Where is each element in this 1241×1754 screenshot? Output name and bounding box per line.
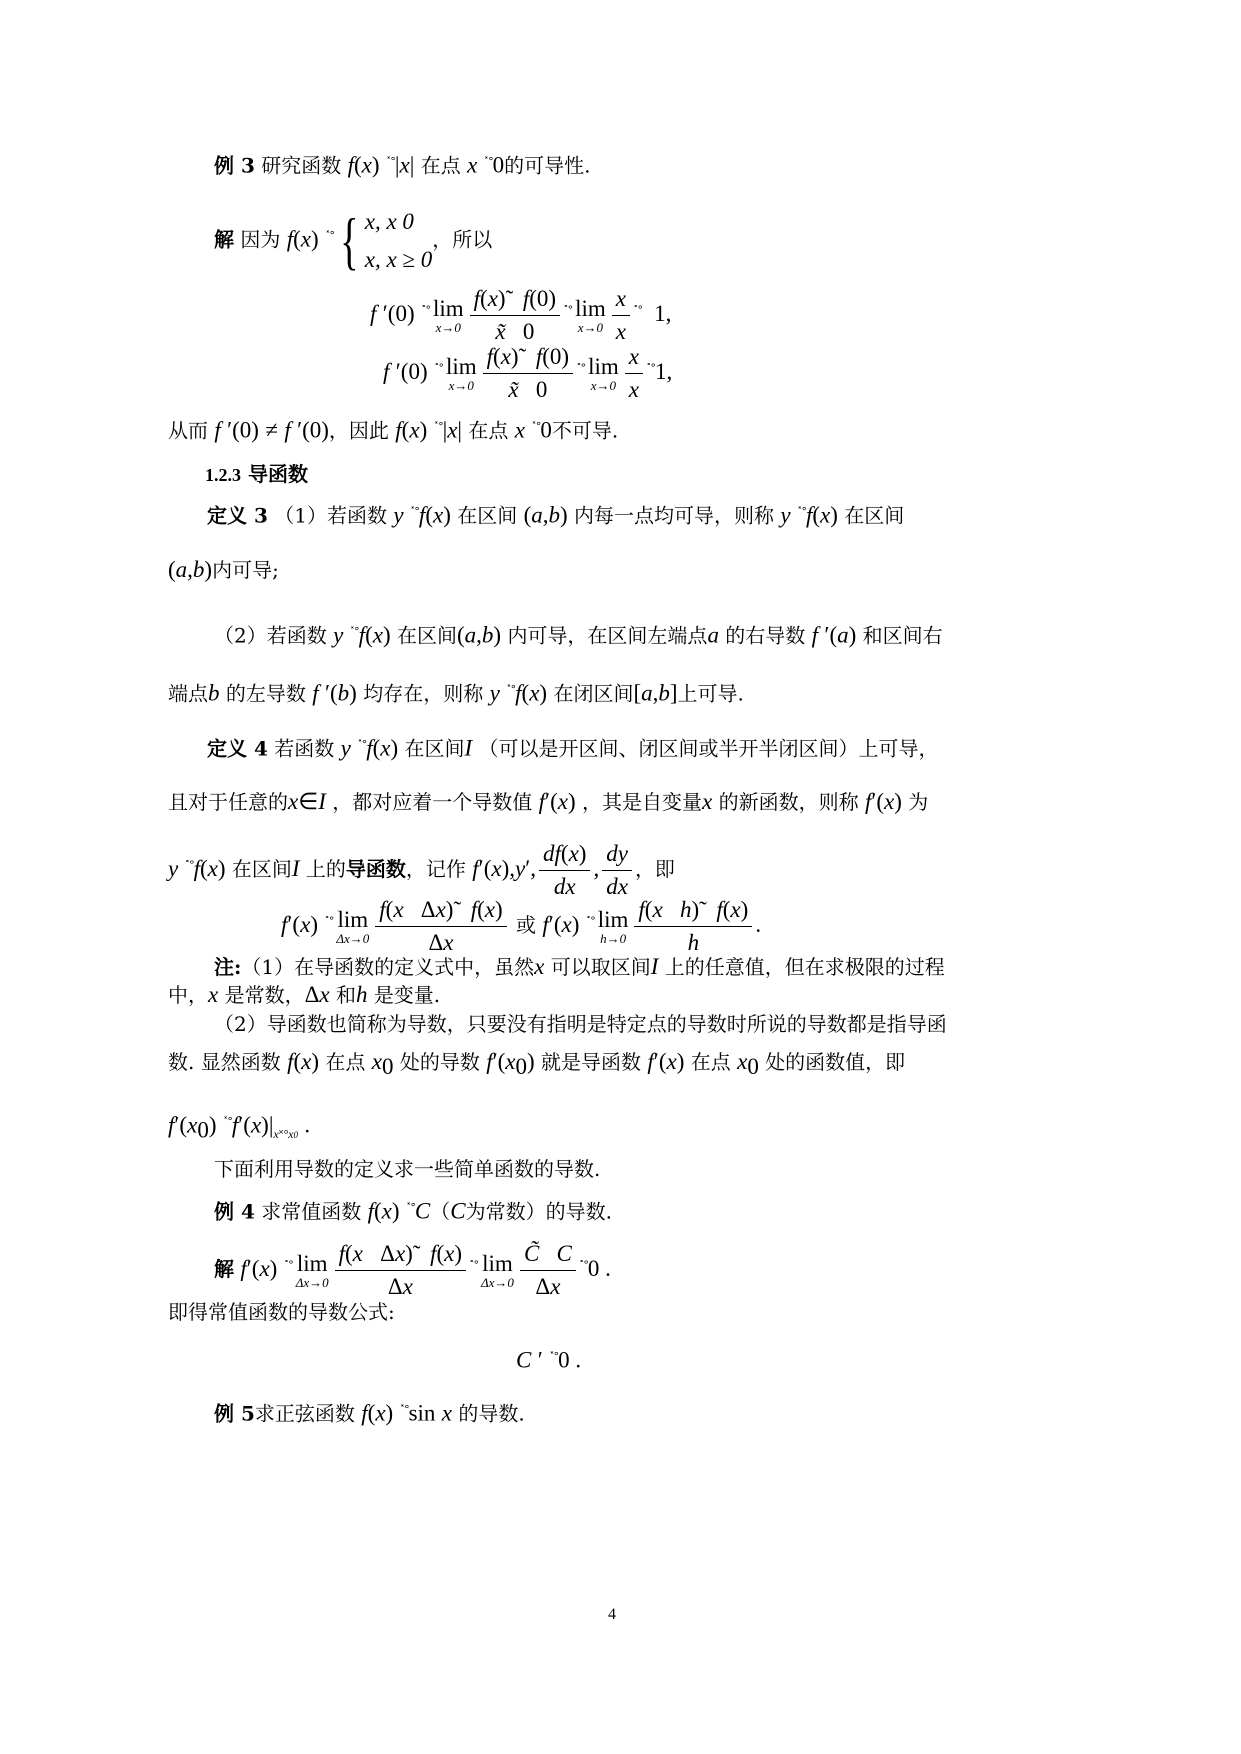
definition-3-line1: 定义 3 （1）若函数 y ˟°f(x) 在区间 (a,b) 内每一点均可导，则称 y ˟°f(x) 在区间: [207, 502, 905, 528]
definition-3-line3: （2）若函数 y ˟°f(x) 在区间(a,b) 内可导，在区间左端点a 的右导数 f ′(a) 和区间右: [214, 622, 943, 648]
definition-4-line1: 定义 4 若函数 y ˟°f(x) 在区间I （可以是开区间、闭区间或半开半闭区间）上可导，: [207, 735, 939, 761]
example-4: 例 4 求常值函数 f(x) ˟°C（C为常数）的导数.: [214, 1198, 612, 1224]
definition-4-line2: 且对于任意的x∈I ，都对应着一个导数值 f′(x) ，其是自变量x 的新函数，则称 f′(x) 为: [168, 789, 929, 814]
example-label: 例 3: [214, 153, 255, 178]
solution-4: 解 f′(x) ˟° lim Δx→0 $\frac{\text{f(x Δx)̃ f(x)}}{\Delta x}$ ˟° lim Δx→0 $\frac{C̃ C}{\Delta x}$ ˟°0 .: [214, 1241, 611, 1299]
conclusion-3: 从而 f ′(0) ≠ f ′(0)，因此 f(x) ˟°|x| 在点 x ˟°0不可导.: [168, 417, 619, 443]
solution-4-after: 即得常值函数的导数公式:: [168, 1300, 395, 1324]
note-line3: （2）导函数也简称为导数，只要没有指明是特定点的导数时所说的导数都是指导函: [214, 1012, 947, 1036]
left-derivative-formula: f ′(0) ˟° lim x→0 $\frac{f(x)̃ f(0)}{x̃ 0}$ ˟° lim x→0 $\frac{x}{x}$ ˟°1,: [383, 344, 673, 402]
definition-4-line3: y ˟°f(x) 在区间I 上的导函数，记作 f′(x),y′, $\frac{df(x)}{dx}$ , $\frac{dy}{dx}$ ，即: [168, 841, 675, 899]
intro-text: 下面利用导数的定义求一些简单函数的导数.: [214, 1157, 601, 1181]
note-line2: 中，x 是常数，Δx 和h 是变量.: [168, 982, 441, 1007]
page-number: 4: [608, 1606, 616, 1623]
right-derivative-formula: f ′(0) ˟° lim x→0 $\frac{f(x)̃ f(0)}{x̃ 0}$ ˟° lim x→0 $\frac{x}{x}$ ˟° 1,: [370, 286, 672, 344]
note-formula: $f'(x_0)$ $^{˟^\circ}f'(x)|_{x˟^\circ x0}$ .: [168, 1112, 311, 1143]
solution-3: 解 因为 f(x) ˟°{ x, x 0 x, x ≥ 0 ，所以: [214, 205, 493, 276]
section-heading: 1.2.3 导函数: [205, 462, 308, 486]
constant-derivative-formula: C ′ ˟°0 .: [516, 1347, 582, 1373]
derivative-definition-formula: f′(x) ˟° lim Δx→0 $\frac{\text{f(x Δx)̃ f(x)}}{\Delta x}$ 或 f′(x) ˟° lim h→0 $\frac{\text{f(x h)̃ f(x)}}{h}$ .: [281, 897, 762, 955]
example-5: 例 5求正弦函数 f(x) ˟°sin x 的导数.: [214, 1400, 525, 1426]
note-line1: 注:（1）在导函数的定义式中，虽然x 可以取区间I 上的任意值，但在求极限的过程: [214, 954, 945, 979]
note-line4: 数. 显然函数 f(x) 在点 $x_0$ 处的导数 $f'(x_0)$ 就是导函数 f′(x) 在点 $x_0$ 处的函数值，即: [168, 1049, 906, 1079]
definition-3-line2: (a,b)内可导;: [168, 557, 279, 582]
example-3: 例 3 研究函数 f(x) ˟°|x| 在点 x ˟°0的可导性.: [214, 152, 591, 178]
definition-3-line4: 端点b 的左导数 f ′(b) 均存在，则称 y ˟°f(x) 在闭区间[a,b]上可导.: [168, 680, 744, 706]
